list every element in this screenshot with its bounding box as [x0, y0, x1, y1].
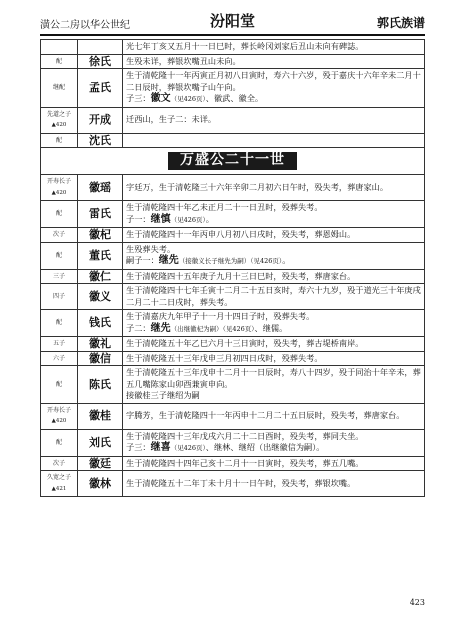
page-number: 423	[409, 598, 425, 607]
relation-cell	[41, 284, 78, 310]
person-details	[123, 133, 425, 148]
descendants-prefix: 子二：	[126, 322, 151, 333]
relation-cell	[41, 228, 78, 243]
descendants-name: 徽文	[150, 93, 171, 104]
relation-cell	[41, 40, 78, 55]
generation-row	[41, 148, 425, 175]
detail-text: 生于清乾隆五十三年戊申三月初四日戌时，殁葬失考。	[126, 352, 323, 363]
detail-text: 生于清乾隆五十年乙巳六月十三日寅时，殁失考，葬古堤桥南岸。	[126, 338, 364, 348]
genealogy-row	[41, 456, 425, 471]
relation-cell	[41, 403, 78, 429]
person-name: 徽仁	[78, 269, 123, 284]
genealogy-row	[41, 471, 425, 497]
header-left-title: 潢公二房以华公世纪	[40, 20, 130, 31]
genealogy-row	[41, 54, 425, 69]
relation-label: 配	[55, 438, 62, 446]
detail-text: 字廷万，生于清乾隆三十六年辛卯二月初六日午时，殁失考，葬唐家山。	[126, 181, 389, 192]
genealogy-row	[41, 133, 425, 148]
detail-text: 生于清乾隆四十四年己亥十二月十一日寅时，殁失考，葬五几嘴。	[126, 457, 364, 468]
relation-cell	[41, 201, 78, 228]
descendants-line	[126, 214, 421, 227]
person-name: 陈氏	[78, 366, 123, 404]
relation-cell	[41, 456, 78, 471]
relation-label: 配	[55, 57, 62, 65]
relation-label: 四子	[52, 292, 65, 300]
descendants-line	[126, 442, 421, 455]
person-details	[123, 366, 425, 404]
person-details	[123, 429, 425, 456]
person-name: 徽林	[78, 471, 123, 497]
descendants-prefix: 嗣子一：	[126, 255, 159, 265]
relation-cell	[41, 366, 78, 404]
relation-cell	[41, 242, 78, 269]
relation-label: 开寿长子	[46, 406, 71, 414]
detail-text: 生于清乾隆四十年乙未正月二十一日丑时，殁葬失考。	[126, 202, 323, 212]
person-name: 刘氏	[78, 429, 123, 456]
relation-cell	[41, 429, 78, 456]
genealogy-row	[41, 40, 425, 55]
detail-text: 生于清嘉庆九年甲子十一月十四日子时，殁葬失考。	[126, 311, 315, 321]
person-name: 徽礼	[78, 337, 123, 352]
relation-label: 配	[55, 319, 62, 327]
person-name: 徽信	[78, 351, 123, 366]
header-book-title: 郭氏族谱	[376, 16, 425, 30]
detail-text: 字腾芳，生于清乾隆四十一年丙申十二月二十五日辰时，殁失考，葬唐家台。	[126, 410, 405, 421]
relation-cell	[41, 310, 78, 337]
page-reference: ▲420	[51, 418, 67, 424]
page-reference: ▲421	[51, 485, 67, 492]
descendants-line	[126, 255, 421, 268]
descendants-name: 继先	[150, 322, 171, 334]
person-name: 徽杞	[78, 228, 123, 243]
relation-cell	[41, 107, 78, 133]
genealogy-row	[41, 403, 425, 429]
person-details	[123, 69, 425, 108]
person-details	[123, 351, 425, 366]
relation-label: 先道之子	[46, 110, 71, 118]
descendants-note: （见426页）	[170, 444, 206, 452]
genealogy-row	[41, 201, 425, 228]
detail-text: 生殁葬失考。	[126, 243, 176, 254]
genealogy-row	[41, 337, 425, 352]
relation-label: 配	[55, 210, 62, 218]
genealogy-row	[41, 429, 425, 456]
relation-cell	[41, 54, 78, 69]
descendants-name: 继先	[158, 255, 179, 266]
genealogy-row	[41, 228, 425, 243]
detail-text: 生于清乾隆四十七年壬寅十二月二十五日亥时，寿六十九岁，殁于道光三十年庚戌二月二十二日戌时，葬失考。	[126, 285, 421, 307]
person-name: 徽瑶	[78, 175, 123, 201]
relation-label: 开寿长子	[46, 178, 71, 185]
relation-cell	[41, 351, 78, 366]
generation-banner: 万盛公二十一世	[168, 152, 297, 170]
relation-label: 配	[55, 251, 62, 259]
detail-text: 生于清乾隆四十五年庚子九月十三日巳时，殁失考，葬唐家台。	[126, 270, 356, 281]
person-name: 徽义	[78, 284, 123, 310]
genealogy-row	[41, 269, 425, 284]
descendants-rest: 、继林、继绍（出继徽信为嗣）。	[205, 442, 325, 452]
detail-text: 生于清乾隆五十三年戊申十二月十一日辰时，寿八十四岁，殁于同治十年辛未，葬五几嘴陈家山卯酉兼寅申向。	[126, 367, 421, 389]
person-details	[123, 337, 425, 352]
person-name: 开成	[78, 107, 123, 133]
genealogy-table	[40, 39, 425, 497]
relation-label: 五子	[52, 340, 65, 347]
relation-label: 次子	[52, 459, 65, 467]
person-details	[123, 201, 425, 228]
person-name: 徽桂	[78, 403, 123, 429]
descendants-name: 继喜	[150, 442, 171, 453]
relation-cell	[41, 175, 78, 201]
descendants-note: （出继徽杞为嗣）（见426页）	[170, 324, 255, 333]
relation-label: 六子	[52, 354, 65, 362]
person-details	[123, 269, 425, 284]
person-details	[123, 456, 425, 471]
detail-text: 接徽桂三子继绍为嗣	[126, 390, 200, 400]
descendants-prefix: 子三：	[126, 442, 151, 452]
descendants-note: （见426页）	[170, 215, 206, 224]
relation-cell	[41, 69, 78, 108]
detail-text: 生于清乾隆四十一年丙申八月初八日戌时，殁失考，葬恩姆山。	[126, 229, 356, 239]
person-details	[123, 40, 425, 55]
person-name: 董氏	[78, 242, 123, 269]
page-reference: ▲420	[51, 189, 67, 196]
genealogy-row	[41, 69, 425, 108]
genealogy-row	[41, 366, 425, 404]
genealogy-row	[41, 310, 425, 337]
relation-label: 继配	[52, 84, 65, 91]
person-name: 钱氏	[78, 310, 123, 337]
descendants-note: （接徽义长子继先为嗣）（见426页）	[178, 257, 283, 265]
relation-label: 三子	[52, 272, 65, 280]
descendants-rest: 、徽武、徽全。	[205, 93, 264, 103]
descendants-line	[126, 93, 421, 106]
person-details	[123, 54, 425, 69]
descendants-prefix: 子一：	[126, 213, 151, 224]
detail-text: 生于清乾隆四十三年戊戌六月二十二日酉时，殁失考，葬同夫坐。	[126, 430, 364, 441]
person-details	[123, 228, 425, 243]
generation-cell	[41, 148, 425, 175]
relation-cell	[41, 133, 78, 148]
descendants-prefix: 子三：	[126, 93, 151, 103]
descendants-rest: 。	[205, 213, 214, 224]
descendants-rest: 。	[282, 255, 291, 265]
header-rule	[40, 34, 425, 36]
person-name	[78, 40, 123, 55]
person-details	[123, 403, 425, 429]
person-name: 雷氏	[78, 201, 123, 228]
page-reference: ▲420	[51, 122, 67, 128]
detail-text: 生于清乾隆五十二年丁未十月十一日午时，殁失考，葬银坎嘴。	[126, 477, 356, 488]
relation-label: 配	[55, 380, 62, 388]
relation-cell	[41, 471, 78, 497]
person-details	[123, 471, 425, 497]
detail-text: 光七年丁亥又五月十一日巳时，葬长岭冈刘家后丑山未向有碑誌。	[126, 41, 364, 51]
relation-cell	[41, 337, 78, 352]
person-name: 孟氏	[78, 69, 123, 108]
descendants-line	[126, 323, 421, 336]
descendants-name: 继慎	[150, 213, 171, 225]
genealogy-row	[41, 107, 425, 133]
detail-text: 生于清乾隆十一年丙寅正月初八日寅时，寿六十六岁，殁于嘉庆十六年辛未二月十二日辰时，葬银坎嘴子山午向。	[126, 70, 421, 92]
person-details	[123, 242, 425, 269]
page-header	[40, 10, 425, 34]
genealogy-row	[41, 351, 425, 366]
genealogy-row	[41, 284, 425, 310]
descendants-note: （见426页）	[170, 95, 206, 103]
detail-text: 迁西山，生子二：未详。	[126, 114, 217, 125]
person-name: 徐氏	[78, 54, 123, 69]
relation-label: 久宽之子	[46, 474, 71, 481]
descendants-rest: 、继儒。	[254, 322, 288, 333]
person-details	[123, 310, 425, 337]
relation-label: 配	[55, 136, 62, 144]
header-hall-name: 汾阳堂	[209, 12, 255, 30]
person-details	[123, 175, 425, 201]
person-details	[123, 107, 425, 133]
genealogy-row	[41, 175, 425, 201]
person-name: 沈氏	[78, 133, 123, 148]
detail-text: 生殁未详，葬银坎嘴丑山未向。	[126, 55, 241, 66]
person-name: 徽廷	[78, 456, 123, 471]
relation-cell	[41, 269, 78, 284]
genealogy-row	[41, 242, 425, 269]
relation-label: 次子	[52, 231, 65, 238]
person-details	[123, 284, 425, 310]
